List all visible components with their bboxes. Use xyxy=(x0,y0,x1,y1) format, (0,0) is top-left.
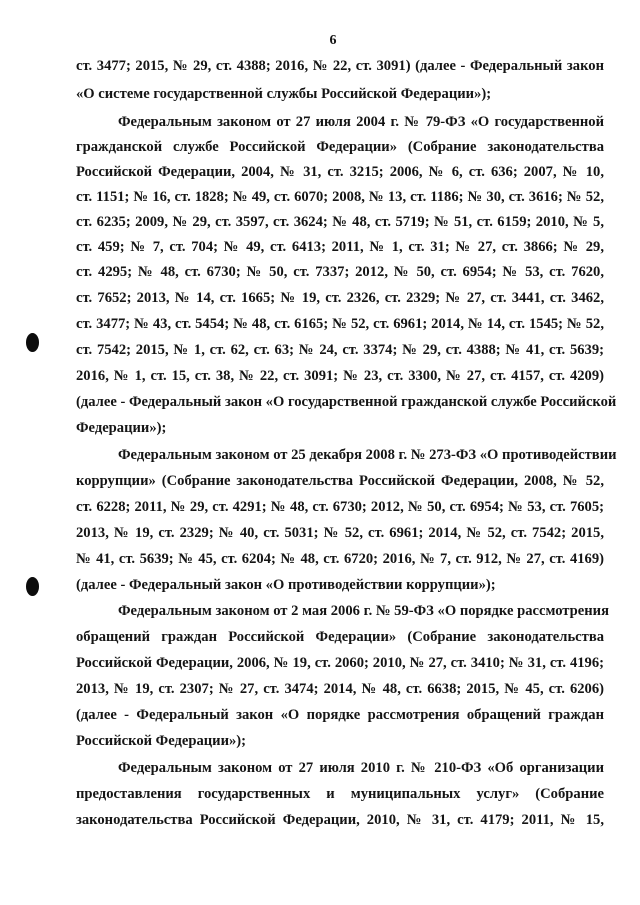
text-line: ст. 6228; 2011, № 29, ст. 4291; № 48, ст. 6730; 2012, № 50, ст. 6954; № 53, ст. 7605; xyxy=(76,499,604,515)
text-line: № 41, ст. 5639; № 45, ст. 6204; № 48, ст. 6720; 2016, № 7, ст. 912, № 27, ст. 4169) xyxy=(76,551,604,567)
text-line: ст. 7652; 2013, № 14, ст. 1665; № 19, ст. 2326, ст. 2329; № 27, ст. 3441, ст. 3462, xyxy=(76,290,604,306)
text-line: коррупции» (Собрание законодательства Российской Федерации, 2008, № 52, xyxy=(76,473,604,489)
text-line: (далее - Федеральный закон «О противодействии коррупции»); xyxy=(76,577,496,593)
text-line: ст. 4295; № 48, ст. 6730; № 50, ст. 7337; 2012, № 50, ст. 6954; № 53, ст. 7620, xyxy=(76,264,604,280)
text-line: ст. 6235; 2009, № 29, ст. 3597, ст. 3624; № 48, ст. 5719; № 51, ст. 6159; 2010, № 5, xyxy=(76,214,604,230)
text-line: гражданской службе Российской Федерации» (Собрание законодательства xyxy=(76,139,604,155)
text-line: ст. 3477; 2015, № 29, ст. 4388; 2016, № 22, ст. 3091) (далее - Федеральный закон xyxy=(76,58,604,74)
text-line: (далее - Федеральный закон «О государственной гражданской службе Российской xyxy=(76,394,617,410)
text-line: (далее - Федеральный закон «О порядке рассмотрения обращений граждан xyxy=(76,707,604,723)
text-line: Российской Федерации, 2006, № 19, ст. 2060; 2010, № 27, ст. 3410; № 31, ст. 4196; xyxy=(76,655,604,671)
text-line: 2013, № 19, ст. 2307; № 27, ст. 3474; 2014, № 48, ст. 6638; 2015, № 45, ст. 6206) xyxy=(76,681,604,697)
text-line: ст. 3477; № 43, ст. 5454; № 48, ст. 6165; № 52, ст. 6961; 2014, № 14, ст. 1545; № 52, xyxy=(76,316,604,332)
paragraph-start-line: Федеральным законом от 27 июля 2010 г. № 210-ФЗ «Об организации xyxy=(118,760,604,776)
text-line: законодательства Российской Федерации, 2010, № 31, ст. 4179; 2011, № 15, xyxy=(76,812,604,828)
text-line: предоставления государственных и муниципальных услуг» (Собрание xyxy=(76,786,604,802)
punch-hole-bottom xyxy=(26,577,39,596)
text-line: Российской Федерации, 2004, № 31, ст. 3215; 2006, № 6, ст. 636; 2007, № 10, xyxy=(76,164,604,180)
text-line: ст. 459; № 7, ст. 704; № 49, ст. 6413; 2011, № 1, ст. 31; № 27, ст. 3866; № 29, xyxy=(76,239,604,255)
text-line: ст. 7542; 2015, № 1, ст. 62, ст. 63; № 24, ст. 3374; № 29, ст. 4388; № 41, ст. 5639; xyxy=(76,342,604,358)
text-line: «О системе государственной службы Российской Федерации»); xyxy=(76,86,492,102)
paragraph-start-line: Федеральным законом от 25 декабря 2008 г. № 273-ФЗ «О противодействии xyxy=(118,447,617,463)
punch-hole-top xyxy=(26,333,39,352)
text-line: 2013, № 19, ст. 2329; № 40, ст. 5031; № 52, ст. 6961; 2014, № 52, ст. 7542; 2015, xyxy=(76,525,604,541)
paragraph-start-line: Федеральным законом от 27 июля 2004 г. № 79-ФЗ «О государственной xyxy=(118,114,604,130)
text-line: обращений граждан Российской Федерации» (Собрание законодательства xyxy=(76,629,604,645)
text-line: Российской Федерации»); xyxy=(76,733,247,749)
paragraph-start-line: Федеральным законом от 2 мая 2006 г. № 59-ФЗ «О порядке рассмотрения xyxy=(118,603,609,619)
text-line: Федерации»); xyxy=(76,420,167,436)
page-number: 6 xyxy=(329,33,337,48)
text-line: ст. 1151; № 16, ст. 1828; № 49, ст. 6070; 2008, № 13, ст. 1186; № 30, ст. 3616; № 52, xyxy=(76,189,604,205)
text-line: 2016, № 1, ст. 15, ст. 38, № 22, ст. 3091; № 23, ст. 3300, № 27, ст. 4157, ст. 4209) xyxy=(76,368,604,384)
